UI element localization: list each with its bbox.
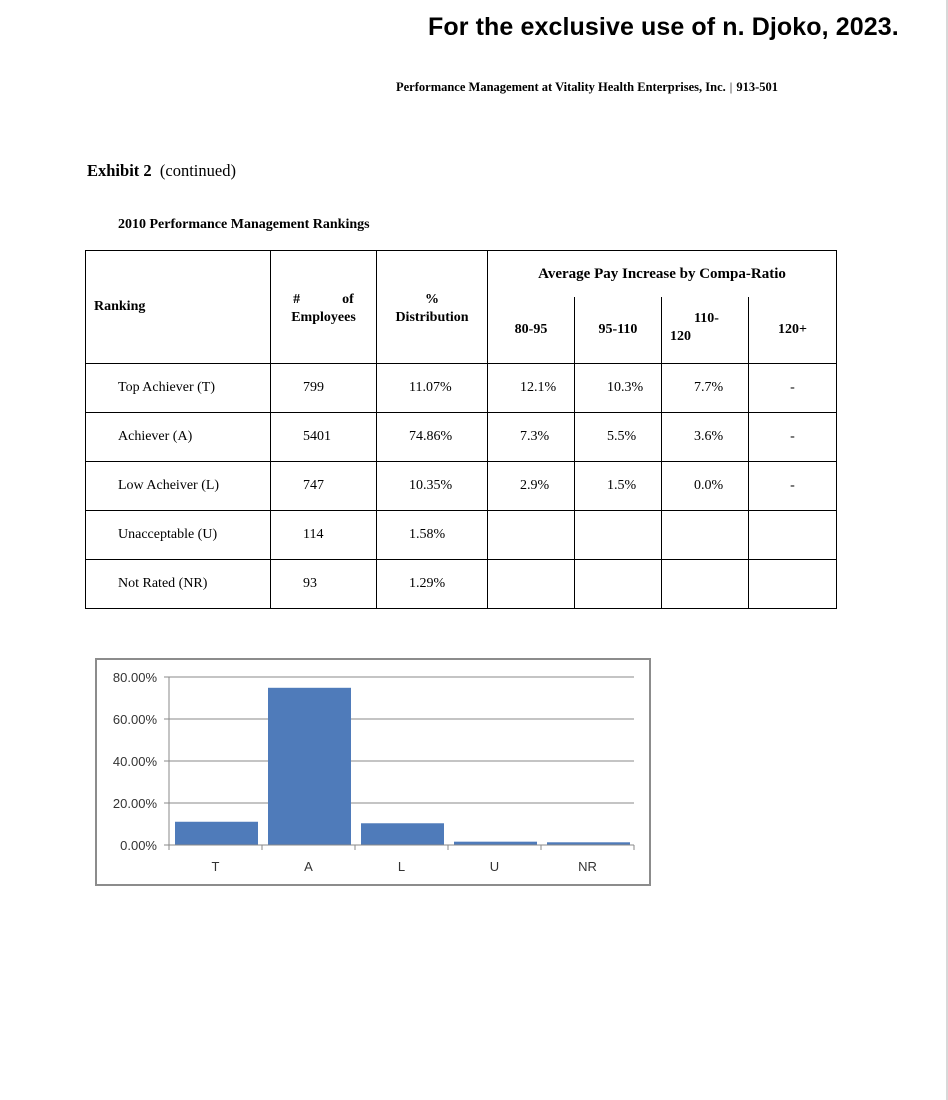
row-distribution: 10.35% [377, 462, 488, 511]
table-row [86, 364, 837, 413]
header-code: 913-501 [736, 80, 778, 94]
row-pay-120-plus [749, 511, 837, 560]
row-pay-95-110: 1.5% [575, 462, 662, 511]
row-pay-120-plus: - [749, 364, 837, 413]
exhibit-note: (continued) [159, 161, 236, 180]
row-pay-95-110: 10.3% [575, 364, 662, 413]
row-pay-80-95: 2.9% [488, 462, 575, 511]
row-employees: 5401 [271, 413, 377, 462]
row-pay-80-95 [488, 511, 575, 560]
row-employees: 93 [271, 560, 377, 609]
exhibit-number: Exhibit 2 [87, 161, 152, 180]
row-pay-120-plus: - [749, 462, 837, 511]
header-distribution-label: Distribution [395, 310, 469, 325]
header-distribution [377, 251, 488, 364]
table-title: 2010 Performance Management Rankings [118, 217, 370, 232]
row-employees: 747 [271, 462, 377, 511]
y-tick-label: 80.00% [112, 670, 157, 685]
y-tick-label: 40.00% [112, 754, 157, 769]
y-tick-label: 20.00% [112, 796, 157, 811]
header-distribution-pct: % [425, 292, 439, 307]
row-pay-80-95 [488, 560, 575, 609]
row-pay-110-120: 7.7% [662, 364, 749, 413]
header-employees-hash: # [293, 292, 301, 307]
header-employees-label: Employees [291, 310, 356, 325]
header-120: 120 [670, 329, 691, 344]
table-row [86, 560, 837, 609]
row-label: Unacceptable (U) [86, 511, 271, 560]
header-separator: | [729, 80, 733, 94]
header-120-plus: 120+ [749, 297, 837, 364]
row-pay-110-120: 0.0% [662, 462, 749, 511]
row-pay-95-110 [575, 511, 662, 560]
row-pay-120-plus [749, 560, 837, 609]
header-title: Performance Management at Vitality Health Enterprises, Inc. [396, 80, 726, 94]
rankings-table [85, 250, 837, 609]
header-110: 110- [694, 311, 719, 326]
row-pay-110-120 [662, 560, 749, 609]
y-tick-label: 60.00% [112, 712, 157, 727]
header-95-110: 95-110 [575, 297, 662, 364]
watermark: For the exclusive use of n. Djoko, 2023. [428, 13, 899, 41]
x-tick-label: T [211, 859, 220, 874]
header-avg-pay: Average Pay Increase by Compa-Ratio [488, 251, 837, 298]
bar-a [268, 688, 351, 845]
header-ranking: Ranking [86, 251, 271, 364]
x-tick-label: L [397, 859, 406, 874]
y-tick-label: 0.00% [120, 838, 157, 853]
chart-svg [97, 660, 649, 884]
running-header [396, 80, 778, 95]
row-pay-80-95: 12.1% [488, 364, 575, 413]
row-employees: 799 [271, 364, 377, 413]
table-row [86, 462, 837, 511]
row-pay-95-110: 5.5% [575, 413, 662, 462]
row-distribution: 74.86% [377, 413, 488, 462]
x-tick-label: U [489, 859, 500, 874]
row-label: Achiever (A) [86, 413, 271, 462]
header-80-95: 80-95 [488, 297, 575, 364]
table-row [86, 511, 837, 560]
x-tick-label: A [304, 859, 313, 874]
row-label: Top Achiever (T) [86, 364, 271, 413]
bar-t [175, 822, 258, 845]
row-distribution: 1.58% [377, 511, 488, 560]
row-label: Not Rated (NR) [86, 560, 271, 609]
row-pay-110-120 [662, 511, 749, 560]
row-distribution: 11.07% [377, 364, 488, 413]
header-employees-of: of [342, 292, 354, 307]
x-tick-label: NR [578, 859, 597, 874]
row-employees: 114 [271, 511, 377, 560]
row-pay-95-110 [575, 560, 662, 609]
row-pay-120-plus: - [749, 413, 837, 462]
row-pay-80-95: 7.3% [488, 413, 575, 462]
header-110-120 [662, 297, 749, 364]
table-row [86, 413, 837, 462]
bar-l [361, 823, 444, 845]
row-label: Low Acheiver (L) [86, 462, 271, 511]
row-distribution: 1.29% [377, 560, 488, 609]
distribution-chart [95, 658, 651, 886]
header-employees [271, 251, 377, 364]
row-pay-110-120: 3.6% [662, 413, 749, 462]
exhibit-label [87, 161, 236, 181]
